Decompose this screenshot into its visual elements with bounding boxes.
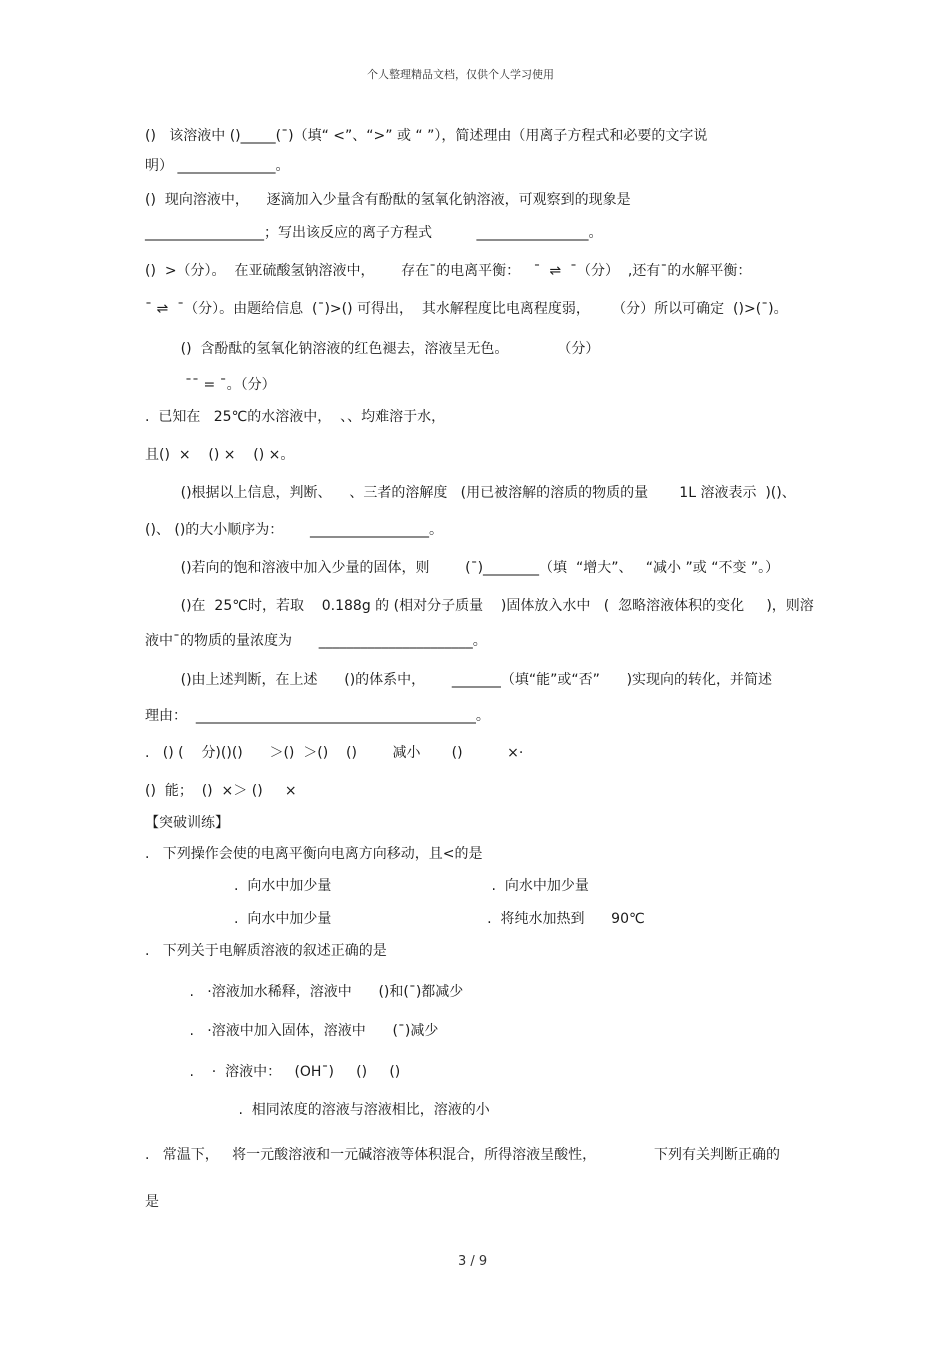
text-line: () >（分）。 在亚硫酸氢钠溶液中， 存在¯的电离平衡： ¯ ⇌ ¯（分） ,还有¯的水解平衡：	[145, 263, 752, 279]
page-header: 个人整理精品文档，仅供个人学习使用	[367, 68, 554, 81]
page-number: 3 / 9	[458, 1254, 488, 1269]
text-line: ()由上述判断，在上述 ()的体系中， _______（填“能”或“否” )实现向的转化，并简述	[145, 672, 773, 688]
option-line: . ·溶液中加入固体，溶液中 (¯)减少	[145, 1023, 439, 1039]
text-line: ¯ ⇌ ¯（分）。由题给信息 (¯)>() 可得出， 其水解程度比电离程度弱， （分）所以可确定 ()>(¯)。	[145, 301, 788, 317]
option-line: . 相同浓度的溶液与溶液相比，溶液的小	[145, 1102, 490, 1118]
option-line: . ·溶液加水稀释，溶液中 ()和(¯)都减少	[145, 984, 464, 1000]
text-line: ()在 25℃时，若取 0.188g 的 (相对分子质量 )固体放入水中 ( 忽略溶液体积的变化 )，则溶	[145, 598, 814, 614]
text-line: 且() × () × () ×。	[145, 447, 295, 463]
text-line: . () ( 分)()() ＞() ＞() () 减小 () ×·	[145, 745, 524, 761]
text-line: () 现向溶液中， 逐滴加入少量含有酚酞的氢氧化钠溶液，可观察到的现象是	[145, 192, 631, 208]
option-line: . 向水中加少量 . 向水中加少量	[145, 878, 589, 894]
text-line: ()若向的饱和溶液中加入少量的固体，则 (¯)________（填 “增大”、 “减小 ”或 “不变 ”。）	[145, 560, 780, 576]
text-line: ¯¯ = ¯。（分）	[145, 377, 276, 393]
text-line: 明） ______________。	[145, 158, 290, 174]
text-line: . 已知在 25℃的水溶液中， 、、均难溶于水，	[145, 409, 446, 425]
text-line: . 下列操作会使的电离平衡向电离方向移动，且<的是	[145, 846, 483, 862]
text-line: _________________；写出该反应的离子方程式 ________________。	[145, 225, 603, 241]
text-line: . 常温下， 将一元酸溶液和一元碱溶液等体积混合，所得溶液呈酸性， 下列有关判断正确的	[145, 1147, 781, 1163]
text-line: 理由： ________________________________________。	[145, 708, 490, 724]
text-line: 液中¯的物质的量浓度为 ______________________。	[145, 633, 487, 649]
text-line: () 该溶液中 ()_____(¯)（填“ <”、“>” 或 “ ”），简述理由（用离子方程式和必要的文字说	[145, 128, 708, 144]
option-line: . · 溶液中： (OH¯) () ()	[145, 1064, 401, 1080]
text-line: 是	[145, 1194, 159, 1210]
option-line: . 向水中加少量 . 将纯水加热到 90℃	[145, 911, 645, 927]
text-line: () 含酚酞的氢氧化钠溶液的红色褪去，溶液呈无色。 （分）	[145, 341, 600, 357]
section-heading: 【突破训练】	[145, 815, 229, 831]
text-line: . 下列关于电解质溶液的叙述正确的是	[145, 943, 387, 959]
text-line: ()根据以上信息，判断、 、三者的溶解度 (用已被溶解的溶质的物质的量 1L 溶液表示 )()、	[145, 485, 796, 501]
text-line: () 能； () ×＞ () ×	[145, 783, 297, 799]
text-line: ()、 ()的大小顺序为： _________________。	[145, 522, 443, 538]
